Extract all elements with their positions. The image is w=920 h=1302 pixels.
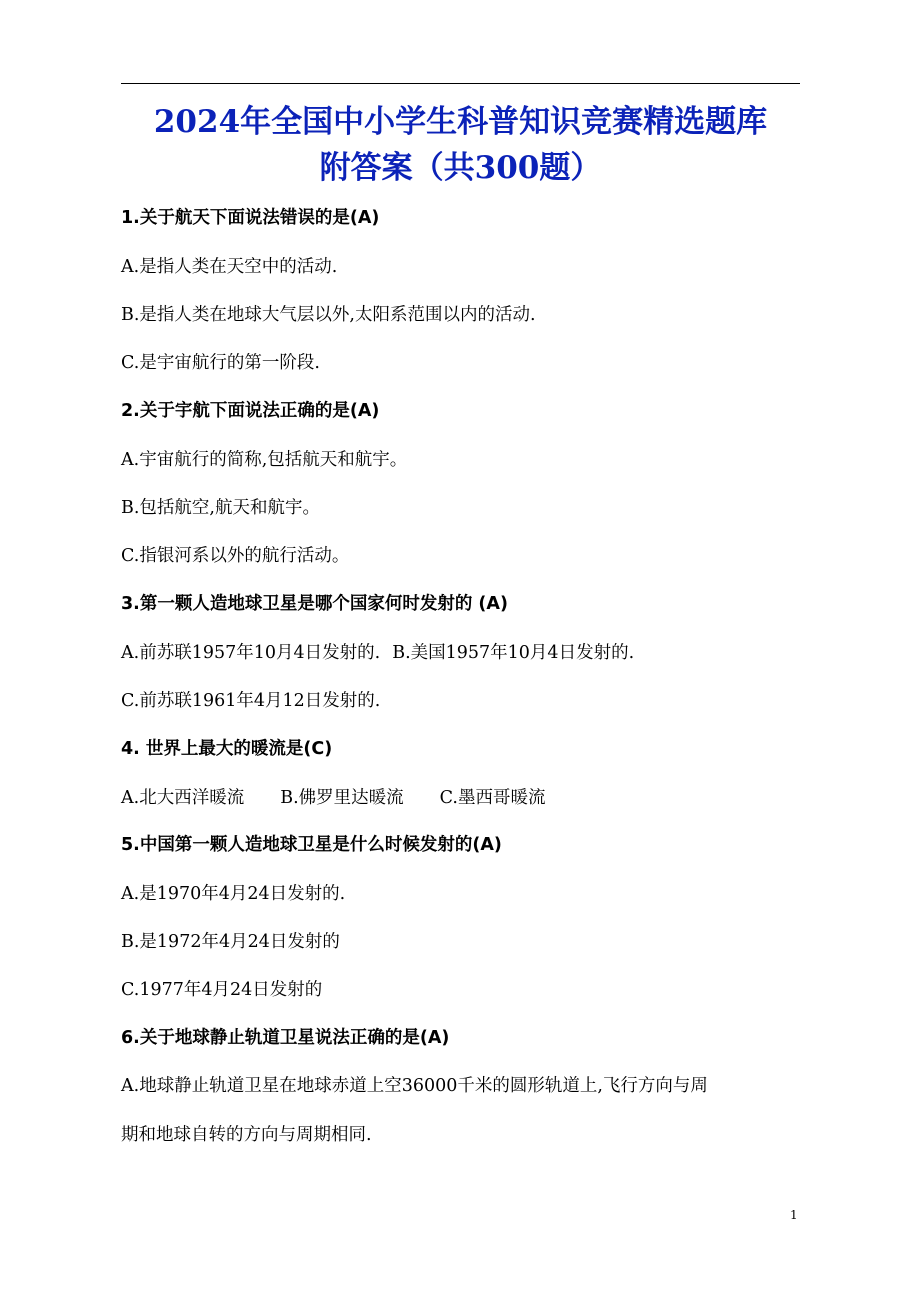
question-6-option-a-line-2: 期和地球自转的方向与周期相同. — [121, 1125, 372, 1145]
question-3: 3.第一颗人造地球卫星是哪个国家何时发射的 (A) — [121, 594, 508, 614]
question-5-option-b: B.是1972年4月24日发射的 — [121, 932, 340, 952]
question-2-option-a: A.宇宙航行的简称,包括航天和航宇。 — [121, 450, 408, 470]
question-4-option-c: C.墨西哥暖流 — [439, 788, 546, 808]
question-4-options-row — [121, 786, 545, 810]
header-rule — [121, 83, 800, 84]
question-5-option-a: A.是1970年4月24日发射的. — [121, 884, 346, 904]
question-5: 5.中国第一颗人造地球卫星是什么时候发射的(A) — [121, 835, 502, 855]
question-3-option-a: A.前苏联1957年10月4日发射的. — [121, 643, 381, 663]
question-3-options-row-1 — [121, 641, 634, 665]
question-4-option-a: A.北大西洋暖流 — [121, 788, 245, 808]
question-6-option-a-line-1: A.地球静止轨道卫星在地球赤道上空36000千米的圆形轨道上,飞行方向与周 — [121, 1076, 708, 1096]
question-1: 1.关于航天下面说法错误的是(A) — [121, 208, 380, 228]
question-2-option-b: B.包括航空,航天和航宇。 — [121, 498, 320, 518]
question-1-option-c: C.是宇宙航行的第一阶段. — [121, 353, 320, 373]
question-1-option-a: A.是指人类在天空中的活动. — [121, 257, 338, 277]
page-number: 1 — [790, 1208, 798, 1222]
question-6: 6.关于地球静止轨道卫星说法正确的是(A) — [121, 1028, 450, 1048]
document-title-line-2: 附答案（共300题） — [319, 150, 602, 186]
question-2-option-c: C.指银河系以外的航行活动。 — [121, 546, 350, 566]
document-title-line-1: 2024年全国中小学生科普知识竞赛精选题库 — [153, 104, 768, 140]
question-4-option-b: B.佛罗里达暖流 — [280, 788, 404, 808]
question-3-option-c: C.前苏联1961年4月12日发射的. — [121, 691, 381, 711]
question-4: 4. 世界上最大的暖流是(C) — [121, 739, 333, 759]
question-3-option-b: B.美国1957年10月4日发射的. — [392, 643, 635, 663]
question-2: 2.关于宇航下面说法正确的是(A) — [121, 401, 380, 421]
question-1-option-b: B.是指人类在地球大气层以外,太阳系范围以内的活动. — [121, 305, 536, 325]
question-5-option-c: C.1977年4月24日发射的 — [121, 980, 323, 1000]
